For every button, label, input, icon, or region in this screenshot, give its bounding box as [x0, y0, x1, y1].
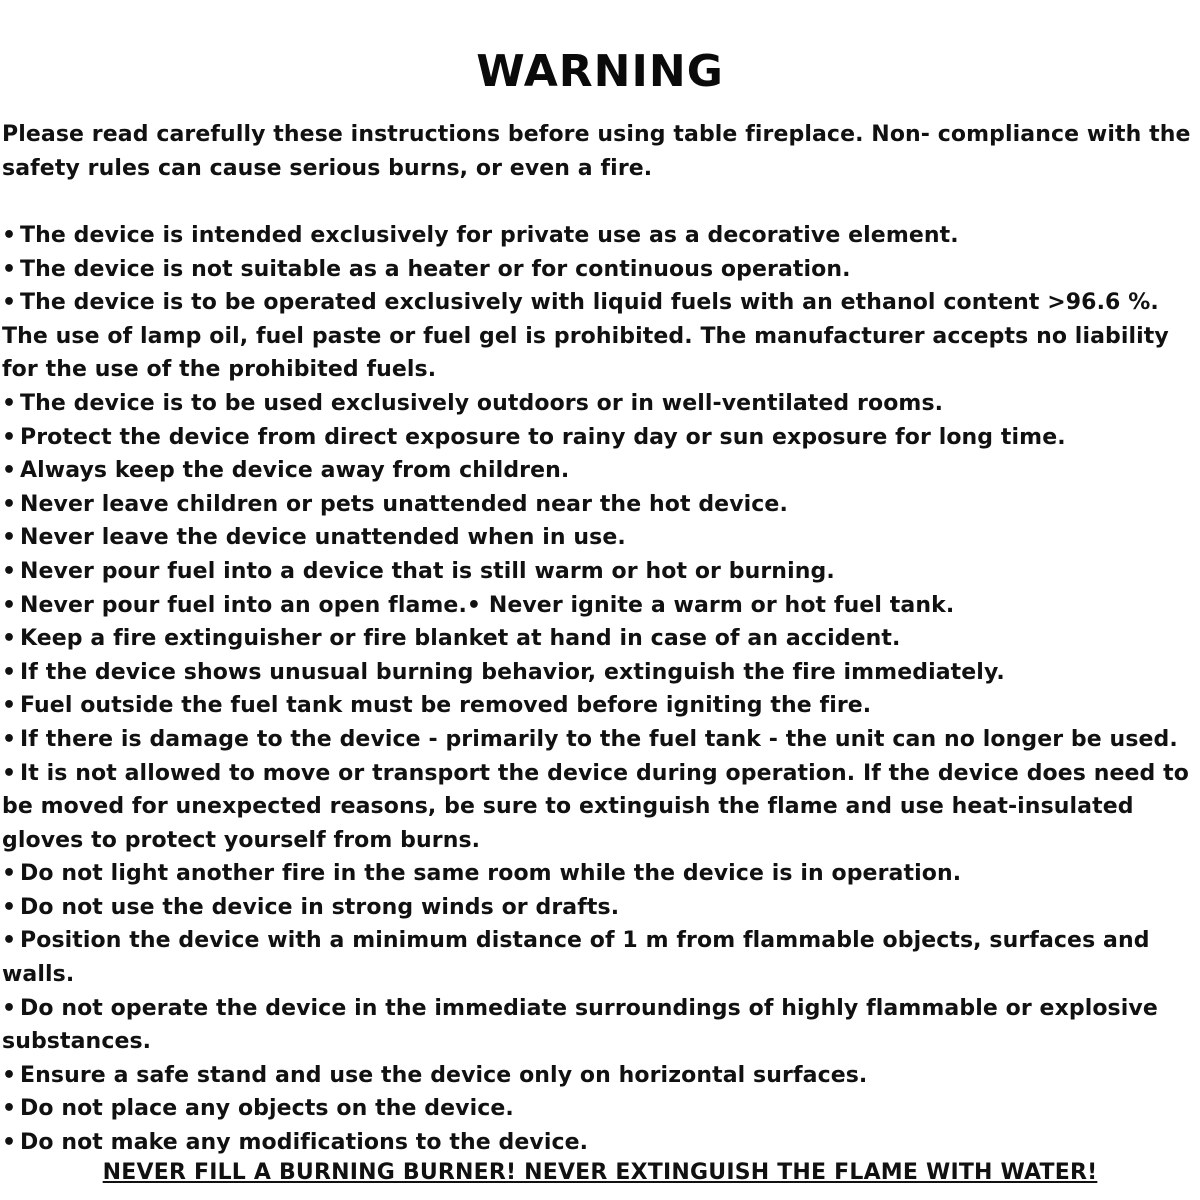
list-item: [2, 622, 1198, 656]
page-title: WARNING: [476, 46, 724, 97]
rule-text: Ensure a safe stand and use the device only on horizontal surfaces.: [20, 1062, 868, 1088]
rule-text: Do not make any modifications to the device.: [20, 1130, 589, 1156]
list-item: [2, 219, 1198, 253]
bullet-icon: •: [2, 525, 17, 551]
bullet-icon: •: [2, 290, 17, 316]
list-item: [2, 488, 1198, 522]
rule-text: Never leave the device unattended when in use.: [20, 525, 626, 551]
rule-text: Never pour fuel into an open flame.• Never ignite a warm or hot fuel tank.: [20, 592, 955, 618]
list-item: [2, 924, 1198, 991]
bullet-icon: •: [2, 894, 17, 920]
bullet-icon: •: [2, 995, 17, 1021]
bullet-icon: •: [2, 726, 17, 752]
list-item: [2, 387, 1198, 421]
bullet-icon: •: [2, 424, 17, 450]
list-item: [2, 1092, 1198, 1126]
list-item: [2, 857, 1198, 891]
bullet-icon: •: [2, 458, 17, 484]
list-item: [2, 891, 1198, 925]
rule-text: Protect the device from direct exposure to rainy day or sun exposure for long time.: [20, 424, 1066, 450]
list-item: [2, 689, 1198, 723]
rule-text: Keep a fire extinguisher or fire blanket at hand in case of an accident.: [20, 626, 901, 652]
bullet-icon: •: [2, 928, 17, 954]
rule-text: If there is damage to the device - primarily to the fuel tank - the unit can no longer be used.: [20, 726, 1178, 752]
bullet-icon: •: [2, 491, 17, 517]
list-item: [2, 454, 1198, 488]
list-item: [2, 521, 1198, 555]
bullet-icon: •: [2, 760, 17, 786]
bullet-icon: •: [2, 659, 17, 685]
footer-warning: NEVER FILL A BURNING BURNER! NEVER EXTINGUISH THE FLAME WITH WATER!: [102, 1160, 1098, 1185]
bullet-icon: •: [2, 390, 17, 416]
bullet-icon: •: [2, 861, 17, 887]
bullet-icon: •: [2, 693, 17, 719]
rule-text: Do not use the device in strong winds or drafts.: [20, 894, 620, 920]
rule-text: The device is to be operated exclusively with liquid fuels with an ethanol content >96.6 %. The use of lamp oil, fuel paste or fuel gel is prohibited. The manufacturer accepts no liability for the use of the prohibited fuels.: [2, 290, 1169, 383]
safety-rules-list: [2, 219, 1198, 1160]
list-item: [2, 723, 1198, 757]
bullet-icon: •: [2, 592, 17, 618]
list-item: [2, 1126, 1198, 1160]
rule-text: Do not light another fire in the same room while the device is in operation.: [20, 861, 962, 887]
list-item: [2, 656, 1198, 690]
list-item: [2, 555, 1198, 589]
intro-paragraph: Please read carefully these instructions before using table fireplace. Non- compliance with the safety rules can cause serious burns, or even a fire.: [2, 122, 1191, 181]
list-item: [2, 992, 1198, 1059]
rule-text: It is not allowed to move or transport the device during operation. If the device does need to be moved for unexpected reasons, be sure to extinguish the flame and use heat-insulated gloves to protect yourself from burns.: [2, 760, 1189, 853]
rule-text: Always keep the device away from children.: [20, 458, 570, 484]
rule-text: Never leave children or pets unattended near the hot device.: [20, 491, 788, 517]
bullet-icon: •: [2, 1062, 17, 1088]
rule-text: The device is not suitable as a heater or for continuous operation.: [20, 256, 851, 282]
bullet-icon: •: [2, 626, 17, 652]
list-item: [2, 286, 1198, 387]
list-item: [2, 253, 1198, 287]
list-item: [2, 421, 1198, 455]
list-item: [2, 1059, 1198, 1093]
rule-text: Do not place any objects on the device.: [20, 1096, 514, 1122]
rule-text: Do not operate the device in the immediate surroundings of highly flammable or explosive substances.: [2, 995, 1158, 1055]
rule-text: The device is intended exclusively for private use as a decorative element.: [20, 223, 959, 248]
list-item: [2, 757, 1198, 858]
rule-text: The device is to be used exclusively outdoors or in well-ventilated rooms.: [20, 390, 944, 416]
rule-text: If the device shows unusual burning behavior, extinguish the fire immediately.: [20, 659, 1005, 685]
bullet-icon: •: [2, 256, 17, 282]
bullet-icon: •: [2, 1130, 17, 1156]
bullet-icon: •: [2, 223, 17, 248]
rule-text: Fuel outside the fuel tank must be removed before igniting the fire.: [20, 693, 872, 719]
list-item: [2, 589, 1198, 623]
bullet-icon: •: [2, 1096, 17, 1122]
bullet-icon: •: [2, 558, 17, 584]
rule-text: Position the device with a minimum distance of 1 m from flammable objects, surfaces and walls.: [2, 928, 1150, 988]
rule-text: Never pour fuel into a device that is still warm or hot or burning.: [20, 558, 835, 584]
